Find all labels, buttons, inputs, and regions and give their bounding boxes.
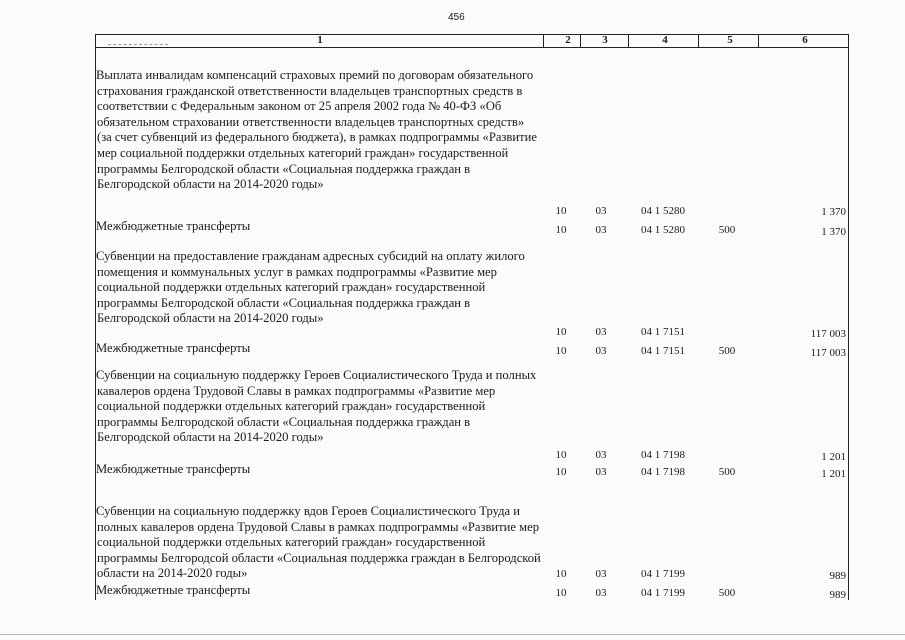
cell-target-article: 04 1 7198 — [641, 466, 685, 478]
col-divider-3 — [628, 34, 629, 47]
cell-section: 10 — [555, 326, 567, 338]
cell-amount: 1 201 — [821, 468, 846, 480]
header-col-4: 4 — [662, 34, 668, 46]
cell-amount: 1 201 — [821, 451, 846, 463]
table-header — [95, 34, 848, 48]
cell-subsection: 03 — [595, 449, 607, 461]
cell-target-article: 04 1 7199 — [641, 587, 685, 599]
cell-target-article: 04 1 7151 — [641, 345, 685, 357]
cell-section: 10 — [555, 587, 567, 599]
cell-target-article: 04 1 7151 — [641, 326, 685, 338]
cell-amount: 117 003 — [810, 328, 846, 340]
cell-target-article: 04 1 5280 — [641, 205, 685, 217]
table-border-right — [848, 34, 849, 600]
cell-amount: 1 370 — [821, 206, 846, 218]
cell-expense-type: 500 — [718, 466, 736, 478]
row-description: Межбюджетные трансферты — [96, 462, 251, 476]
cell-amount: 117 003 — [810, 347, 846, 359]
cell-subsection: 03 — [595, 345, 607, 357]
header-col-3: 3 — [602, 34, 608, 46]
cell-amount: 989 — [829, 570, 846, 582]
row-description: Межбюджетные трансферты — [96, 341, 251, 355]
row-description: Субвенции на предоставление гражданам адресных субсидий на оплату жилого помещения и коммунальных услуг в рамках подпрограммы «Развитие мер социальной поддержки отдельных категорий граждан» государственной программы Белгородской области «Социальная поддержка граждан в Белгородской области на 2014-2020 годы» — [96, 249, 525, 326]
header-underline-mark — [108, 44, 168, 45]
cell-expense-type: 500 — [718, 224, 736, 236]
row-description: Субвенции на социальную поддержку Героев Социалистического Труда и полных кавалеров ордена Трудовой Славы в рамках подпрограммы «Развитие мер социальной поддержки отдельных категорий граждан» государственной программы Белгородской области «Социальная поддержка граждан в Белгородской области на 2014-2020 годы» — [96, 368, 537, 445]
cell-section: 10 — [555, 449, 567, 461]
col-divider-4 — [698, 34, 699, 47]
cell-expense-type: 500 — [718, 587, 736, 599]
row-description: Межбюджетные трансферты — [96, 219, 251, 233]
cell-subsection: 03 — [595, 205, 607, 217]
header-col-5: 5 — [727, 34, 733, 46]
page-number: 456 — [448, 12, 465, 23]
cell-amount: 989 — [829, 589, 846, 601]
cell-target-article: 04 1 7198 — [641, 449, 685, 461]
cell-section: 10 — [555, 205, 567, 217]
page-bottom-edge — [0, 634, 905, 635]
col-divider-2 — [580, 34, 581, 47]
row-description: Выплата инвалидам компенсаций страховых премий по договорам обязательного страхования гражданской ответственности владельцев транспортных средств в соответствии с Федеральным законом от 25 апреля 2002 года № 40-ФЗ «Об обязательном страховании ответственности владельцев транспортных средств» (за счет субвенций из федерального бюджета), в рамках подпрограммы «Развитие мер социальной поддержки отдельных категорий граждан» государственной программы Белгородской области «Социальная поддержка граждан в Белгородской области на 2014-2020 годы» — [96, 68, 537, 192]
header-col-2: 2 — [565, 34, 571, 46]
col-divider-1 — [543, 34, 544, 47]
cell-subsection: 03 — [595, 587, 607, 599]
header-col-1: 1 — [317, 34, 323, 46]
cell-section: 10 — [555, 466, 567, 478]
cell-target-article: 04 1 7199 — [641, 568, 685, 580]
cell-expense-type: 500 — [718, 345, 736, 357]
cell-subsection: 03 — [595, 568, 607, 580]
cell-subsection: 03 — [595, 326, 607, 338]
cell-amount: 1 370 — [821, 226, 846, 238]
header-col-6: 6 — [802, 34, 808, 46]
cell-subsection: 03 — [595, 224, 607, 236]
cell-target-article: 04 1 5280 — [641, 224, 685, 236]
col-divider-5 — [758, 34, 759, 47]
row-description: Субвенции на социальную поддержку вдов Героев Социалистического Труда и полных кавалеров ордена Трудовой Славы в рамках подпрограммы «Развитие мер социальной поддержки отдельных категорий граждан» государственной программы Белгородсой области «Социальная поддержка граждан в Белгородской области на 2014-2020 годы» — [96, 504, 541, 581]
cell-section: 10 — [555, 345, 567, 357]
cell-section: 10 — [555, 568, 567, 580]
row-description: Межбюджетные трансферты — [96, 583, 251, 597]
cell-section: 10 — [555, 224, 567, 236]
cell-subsection: 03 — [595, 466, 607, 478]
